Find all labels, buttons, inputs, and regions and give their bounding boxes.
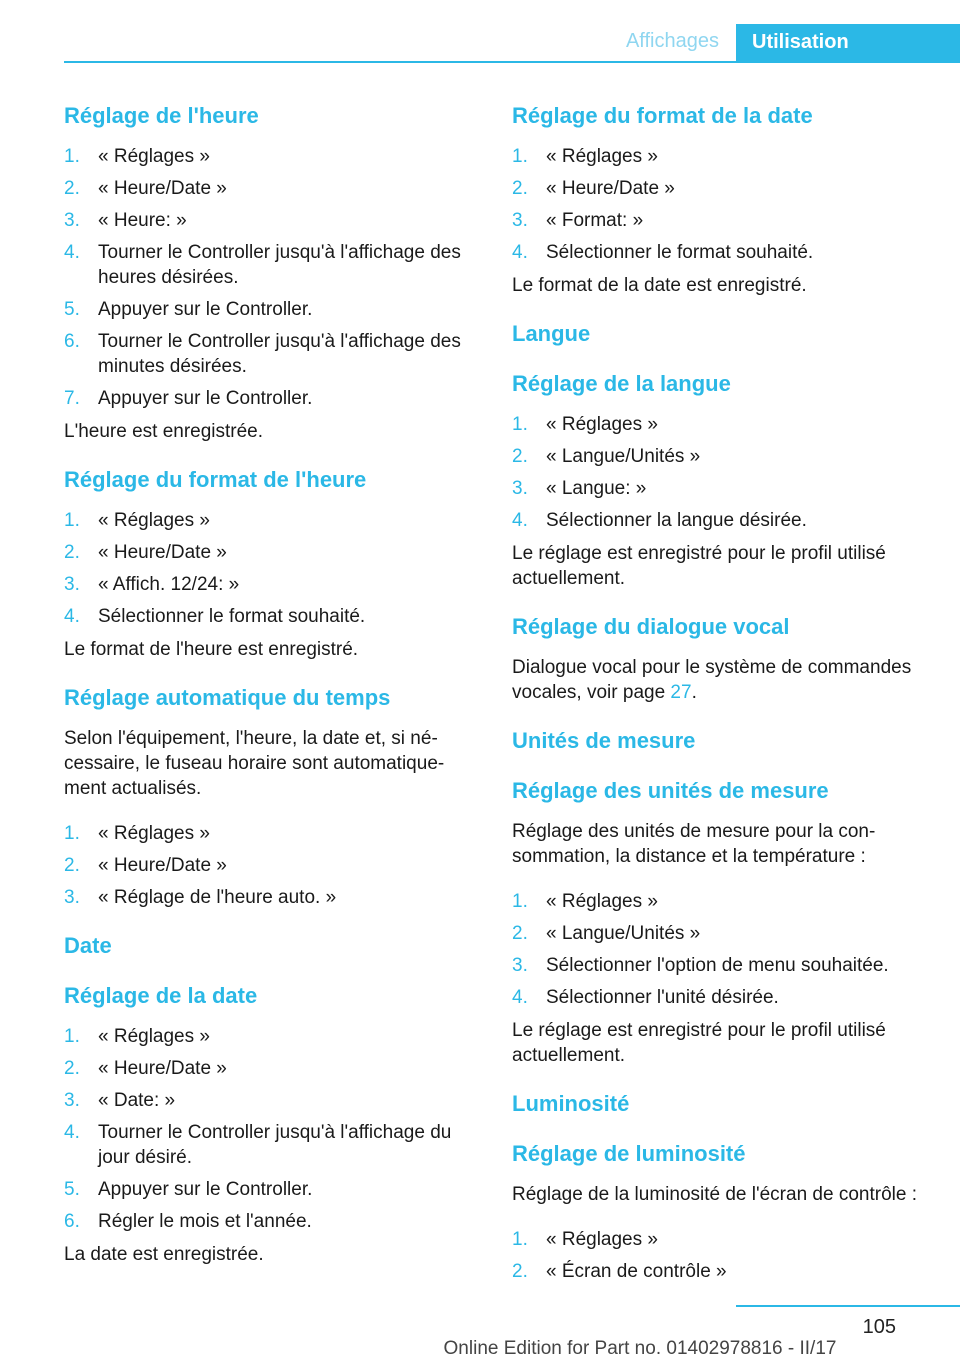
list-item: 2. « Heure/Date » (64, 855, 227, 876)
footer-rule (736, 1305, 960, 1307)
list-item: 4. Tourner le Controller jusqu'à l'affichage du jour désiré. (64, 1122, 452, 1168)
list-item: 1. « Réglages » (512, 146, 658, 167)
result-text: Le réglage est enregistré pour le profil utilisé actuellement. (512, 543, 886, 589)
heading-voice-dialogue: Réglage du dialogue vocal (512, 614, 790, 639)
list-item: 3. « Affich. 12/24: » (64, 574, 240, 595)
intro-text: Réglage de la luminosité de l'écran de contrôle : (512, 1184, 917, 1205)
list-item: 1. « Réglages » (64, 146, 210, 167)
list-item: 2. « Langue/Unités » (512, 446, 701, 467)
page-link[interactable]: 27 (670, 682, 692, 703)
result-text: Le format de l'heure est enregistré. (64, 639, 359, 660)
right-column (512, 102, 926, 1292)
intro-text: Réglage des unités de mesure pour la consommation, la distance et la température : (512, 821, 876, 867)
list-item: 3. « Langue: » (512, 478, 647, 499)
list-item: 3. Sélectionner l'option de menu souhaitée. (512, 955, 889, 976)
steps-language (512, 412, 926, 533)
list-item: 2. « Heure/Date » (512, 178, 675, 199)
heading-units: Unités de mesure (512, 728, 696, 753)
result-text: Le réglage est enregistré pour le profil utilisé actuellement. (512, 1020, 886, 1066)
header-tab: Utilisation (736, 24, 960, 62)
intro-text: Selon l'équipement, l'heure, la date et, si nécessaire, le fuseau horaire sont automatiquement actualisés. (64, 728, 445, 799)
list-item: 3. « Format: » (512, 210, 644, 231)
list-item: 1. « Réglages » (512, 414, 658, 435)
list-item: 2. « Heure/Date » (64, 542, 227, 563)
page-number: 105 (862, 1316, 896, 1338)
steps-units (512, 889, 926, 1010)
steps-time-format (64, 508, 478, 629)
heading-time: Réglage de l'heure (64, 103, 259, 128)
list-item: 1. « Réglages » (64, 510, 210, 531)
list-item: 2. « Heure/Date » (64, 1058, 227, 1079)
heading-set-units: Réglage des unités de mesure (512, 778, 829, 803)
list-item: 6. Tourner le Controller jusqu'à l'affichage des minutes désirées. (64, 331, 461, 377)
steps-date (64, 1024, 478, 1234)
heading-auto-time: Réglage automatique du temps (64, 685, 391, 710)
list-item: 6. Régler le mois et l'année. (64, 1211, 312, 1232)
list-item: 1. « Réglages » (512, 891, 658, 912)
list-item: 4. Sélectionner la langue désirée. (512, 510, 807, 531)
list-item: 2. « Écran de contrôle » (512, 1261, 727, 1282)
header-rule (64, 61, 960, 63)
list-item: 1. « Réglages » (512, 1229, 658, 1250)
heading-time-format: Réglage du format de l'heure (64, 467, 367, 492)
list-item: 5. Appuyer sur le Controller. (64, 299, 313, 320)
steps-brightness (512, 1227, 926, 1284)
result-text: La date est enregistrée. (64, 1244, 264, 1265)
list-item: 4. Sélectionner le format souhaité. (512, 242, 814, 263)
page-header (0, 0, 960, 62)
list-item: 5. Appuyer sur le Controller. (64, 1179, 313, 1200)
list-item: 4. Sélectionner le format souhaité. (64, 606, 366, 627)
list-item: 1. « Réglages » (64, 1026, 210, 1047)
list-item: 3. « Réglage de l'heure auto. » (64, 887, 337, 908)
list-item: 4. Tourner le Controller jusqu'à l'affichage des heures désirées. (64, 242, 461, 288)
list-item: 1. « Réglages » (64, 823, 210, 844)
list-item: 3. « Date: » (64, 1090, 176, 1111)
heading-date-format: Réglage du format de la date (512, 103, 813, 128)
heading-brightness: Luminosité (512, 1091, 630, 1116)
heading-set-date: Réglage de la date (64, 983, 258, 1008)
heading-set-language: Réglage de la langue (512, 371, 731, 396)
footer-edition: Online Edition for Part no. 01402978816 - II/17 (443, 1338, 837, 1359)
result-text: Le format de la date est enregistré. (512, 275, 807, 296)
heading-set-brightness: Réglage de luminosité (512, 1141, 746, 1166)
list-item: 2. « Heure/Date » (64, 178, 227, 199)
intro-text: Dialogue vocal pour le système de commandes vocales, voir page 27. (512, 657, 912, 703)
list-item: 4. Sélectionner l'unité désirée. (512, 987, 779, 1008)
heading-language: Langue (512, 321, 591, 346)
header-section: Affichages (625, 30, 719, 52)
list-item: 3. « Heure: » (64, 210, 187, 231)
heading-date: Date (64, 933, 112, 958)
list-item: 2. « Langue/Unités » (512, 923, 701, 944)
steps-time (64, 144, 478, 411)
left-column (64, 102, 478, 1275)
result-text: L'heure est enregistrée. (64, 421, 264, 442)
list-item: 7. Appuyer sur le Controller. (64, 388, 313, 409)
steps-auto-time (64, 821, 478, 910)
steps-date-format (512, 144, 926, 265)
